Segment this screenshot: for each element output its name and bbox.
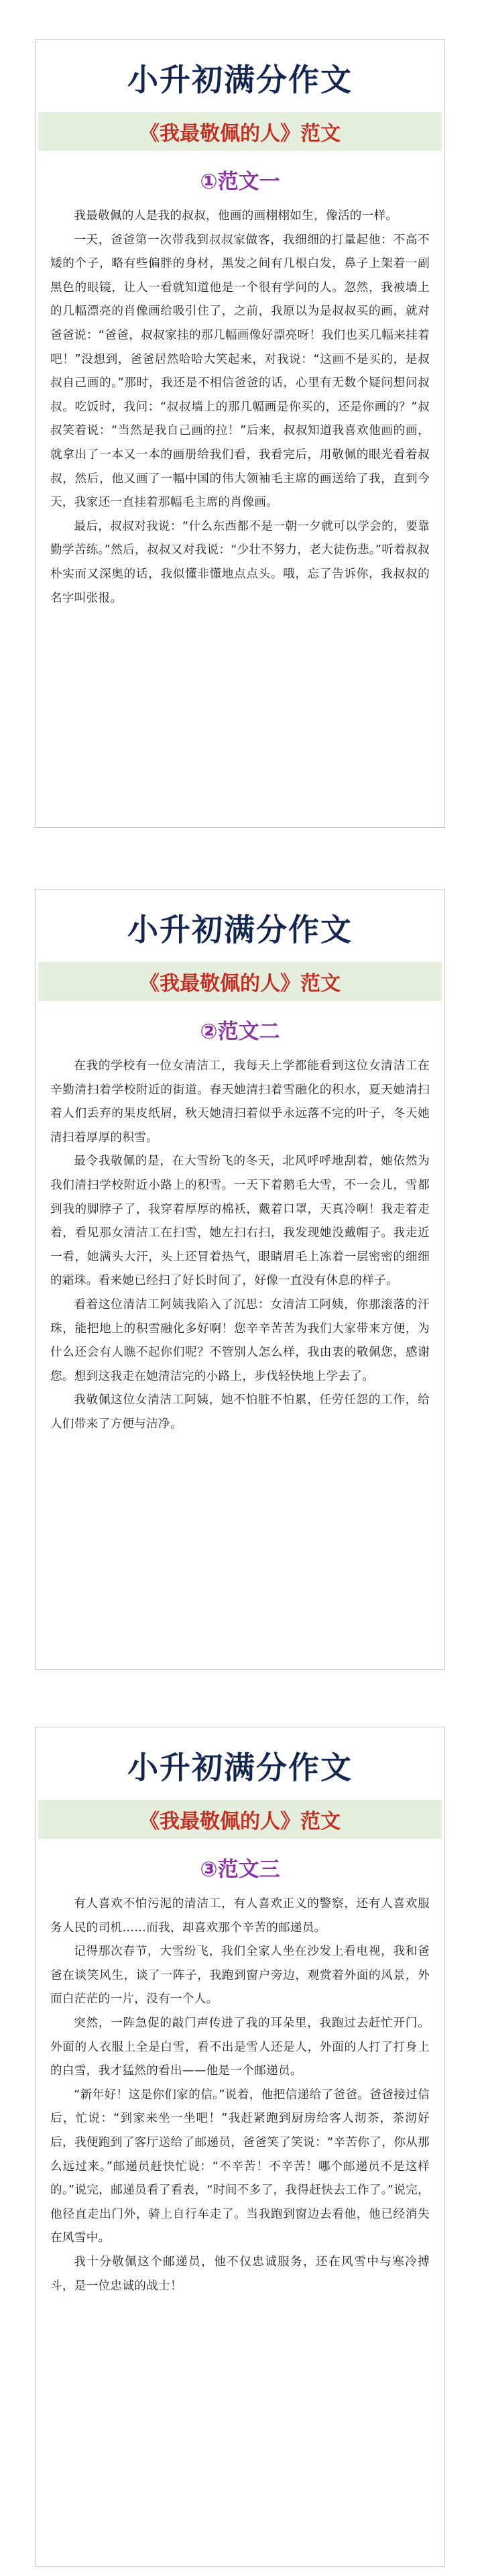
page-title: 小升初满分作文: [127, 62, 353, 98]
essay-paragraph: 有人喜欢不怕污泥的清洁工，有人喜欢正义的警察，还有人喜欢服务人民的司机……而我，却喜欢那个辛苦的邮递员。: [50, 1897, 430, 1935]
essay-paragraph: 一天，爸爸第一次带我到叔叔家做客，我细细的打量起他：不高不矮的个子，略有些偏胖的身材，黑发之间有几根白发，鼻子上架着一副黑色的眼镜，让人一看就知道他是一个很有学问的人。忽然，我被墙上的几幅漂亮的肖像画给吸引住了，之前，我原以为是叔叔买的画，就对爸爸说：“爸爸，叔叔家挂的那几幅画像好漂亮呀！我们也买几幅来挂着吧！”没想到，爸爸居然哈哈大笑起来，对我说：“这画不是买的，是叔叔自己画的。”那时，我还是不相信爸爸的话，心里有无数个疑问想问叔叔。吃饭时，我问：“叔叔墙上的那几幅画是你买的，还是你画的？”叔叔笑着说：“当然是我自己画的拉！”后来，叔叔知道我喜欢他画的画，就拿出了一本又一本的画册给我们看，我看完后，用敬佩的眼光看着叔叔，然后，他又画了一幅中国的伟大领袖毛主席的画送给了我，直到今天，我家还一直挂着那幅毛主席的肖像画。: [50, 233, 430, 510]
essay-paragraph: 我十分敬佩这个邮递员，他不仅忠诚服务，还在风雪中与寒冷搏斗，是一位忠诚的战士！: [50, 2255, 430, 2293]
essay-subtitle-banner: 《我最敬佩的人》范文: [38, 962, 442, 1001]
page-title: 小升初满分作文: [127, 912, 353, 948]
essay-paragraph: 看着这位清洁工阿姨我陷入了沉思：女清洁工阿姨，你那滚落的汗珠，能把地上的积雪融化多好啊！您辛辛苦苦为我们大家带来方便，为什么还会有人瞧不起你们呢？不管别人怎么样，我由衷的敬佩您，感谢您。想到这我走在她清洁完的小路上，步伐轻快地上学去了。: [50, 1297, 430, 1383]
section-title: ②范文二: [200, 1020, 280, 1044]
essay-paragraph: 最令我敬佩的是，在大雪纷飞的冬天，北风呼呼地刮着，她依然为我们清扫学校附近小路上的积雪。一天下着鹅毛大雪，不一会儿，雪都到我的脚脖子了，我穿着厚厚的棉袄，戴着口罩，天真冷啊！我走着走着，看见那女清洁工在扫雪，她左扫右扫，我发现她没戴帽子。我走近一看，她满头大汗，头上还冒着热气，眼睛眉毛上冻着一层密密的细细的霜珠。看来她已经扫了好长时间了，好像一直没有休息的样子。: [50, 1155, 430, 1288]
essay-subtitle-banner: 《我最敬佩的人》范文: [38, 112, 442, 151]
essay-paragraph: 记得那次春节，大雪纷飞，我们全家人坐在沙发上看电视，我和爸爸在谈笑风生，谈了一阵子，我跑到窗户旁边，观赏着外面的风景，外面白茫茫的一片，没有一个人。: [50, 1945, 430, 2006]
essay-paragraph: 我最敬佩的人是我的叔叔，他画的画栩栩如生，像活的一样。: [74, 209, 398, 223]
essay-paragraph: 在我的学校有一位女清洁工，我每天上学都能看到这位女清洁工在辛勤清扫着学校附近的街道。春天她清扫着雪融化的积水，夏天她清扫着人们丢弃的果皮纸屑，秋天她清扫着似乎永远落不完的叶子，冬天她清扫着厚厚的积雪。: [50, 1059, 430, 1144]
essay-card-3: [35, 1727, 445, 2567]
essay-card-2: [35, 889, 445, 1670]
essay-paragraph: 我敬佩这位女清洁工阿姨，她不怕脏不怕累，任劳任怨的工作，给人们带来了方便与洁净。: [50, 1393, 430, 1431]
essay-subtitle-banner: 《我最敬佩的人》范文: [38, 1800, 442, 1839]
essay-card-1: [35, 39, 445, 828]
essay-paragraph: “新年好！这是你们家的信。”说着，他把信递给了爸爸。爸爸接过信后，忙说：“到家来坐一坐吧！”我赶紧跑到厨房给客人沏茶，茶沏好后，我便跑到了客厅送给了邮递员，爸爸笑了笑说：“辛苦你了，你从那么远过来。”邮递员赶快忙说：“不辛苦！不辛苦！哪个邮递员不是这样的。”说完，邮递员看了看表，“时间不多了，我得赶快去工作了。”说完，他径直走出门外，骑上自行车走了。当我跑到窗边去看他，他已经消失在风雪中。: [50, 2088, 430, 2245]
section-title: ①范文一: [200, 170, 280, 194]
essay-paragraph: 突然，一阵急促的敲门声传进了我的耳朵里，我跑过去赶忙开门。外面的人衣服上全是白雪，看不出是雪人还是人，外面的人打了打身上的白雪，我才猛然的看出——他是一个邮递员。: [50, 2016, 430, 2078]
page-title: 小升初满分作文: [127, 1750, 353, 1786]
essay-paragraph: 最后，叔叔对我说：“什么东西都不是一朝一夕就可以学会的，要靠勤学苦练。”然后，叔叔又对我说：“少壮不努力，老大徒伤悲。”听着叔叔朴实而又深奥的话，我似懂非懂地点点头。哦，忘了告诉你，我叔叔的名字叫张报。: [50, 519, 430, 605]
section-title: ③范文三: [200, 1858, 280, 1882]
